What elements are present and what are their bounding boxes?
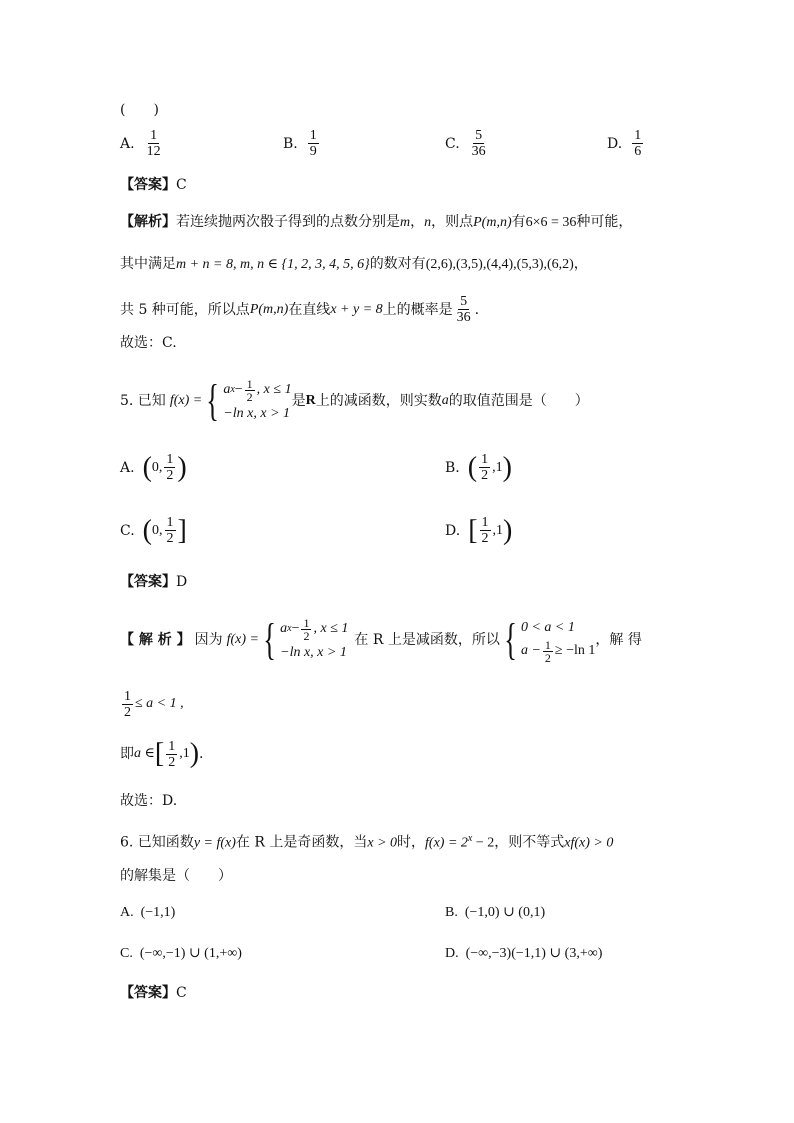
q4-analysis-line2 (120, 254, 588, 275)
text: 在直线 (288, 301, 331, 318)
text: 若连续抛两次骰子得到的点数分别是 (176, 214, 400, 230)
math: x > 0 (367, 835, 398, 851)
q5-option-d: D. [ $\frac{1}{2}$ ,1 ) (445, 514, 513, 546)
analysis-tag: 【解析】 (120, 214, 176, 230)
text: 是 (291, 393, 306, 409)
q5-analysis (120, 612, 642, 668)
option-label: A. (120, 905, 134, 920)
left-brace: { (206, 376, 220, 425)
q5-choose: 故选：D. (120, 793, 178, 809)
fraction: $\frac{5}{36}$ (471, 128, 486, 159)
text: 6. 已知函数 (120, 834, 194, 851)
math: (2,6),(3,5),(4,4),(5,3),(6,2)， (425, 257, 588, 272)
answer-tag: 【答案】 (120, 574, 176, 590)
q4-option-b (283, 128, 321, 159)
q4-bracket: ( ) (120, 102, 159, 118)
option-label: A. (120, 459, 135, 476)
text: 即 (120, 746, 134, 762)
math: f(x) = 2 (425, 835, 468, 851)
q5-option-c: C. ( 0, $\frac{1}{2}$ ] (120, 514, 187, 546)
left-brace: { (263, 615, 276, 664)
text: ，则不等式 (494, 834, 565, 851)
q4-option-c (445, 128, 490, 159)
inequality-system: 0 < a < 1 a − $\frac{1}{2}$ ≥ −ln 1 (520, 619, 596, 665)
q4-choose: 故选：C. (120, 335, 177, 351)
math: x + y = 8 (330, 301, 383, 317)
text: 上的概率是 (382, 301, 453, 318)
text: ，解 得 (595, 632, 642, 648)
text: 其中满足 (120, 256, 176, 272)
option-label: D. (445, 522, 461, 539)
q6-stem-line1 (120, 829, 613, 854)
piecewise-cases: a x − $\frac{1}{2}$ , x ≤ 1 −ln x, x > 1 (223, 376, 292, 421)
math: m (400, 215, 411, 230)
answer-tag: 【答案】 (120, 985, 176, 1001)
text: 在 R 上是奇函数，当 (235, 834, 368, 851)
text: 时， (397, 834, 426, 851)
q5-option-a: A. ( 0, $\frac{1}{2}$ ) (120, 451, 187, 483)
q4-answer (120, 175, 187, 195)
fraction: $\frac{1}{9}$ (309, 128, 317, 159)
q6-option-c (120, 944, 242, 964)
option-label: D. (607, 135, 623, 152)
text: 种可能， (576, 214, 633, 230)
q4-analysis-line1 (120, 212, 632, 233)
piecewise-cases: a x − $\frac{1}{2}$ , x ≤ 1 −ln x, x > 1 (280, 615, 349, 660)
q5-answer (120, 572, 187, 592)
option-label: C. (120, 522, 135, 539)
math: P(m,n) (249, 301, 289, 317)
math: f(x) = (169, 393, 203, 408)
math: R (305, 393, 316, 408)
math: xf(x) > 0 (564, 835, 614, 851)
q4-analysis-line3 (120, 294, 479, 325)
fraction: $\frac{1}{12}$ (146, 128, 161, 159)
answer-value: C (176, 177, 187, 193)
option-label: B. (283, 135, 298, 152)
option-value: (−∞,−1) ∪ (1,+∞) (139, 946, 242, 961)
option-value: (−1,0) ∪ (0,1) (464, 905, 546, 920)
analysis-tag: 【 解 析 】 (120, 632, 191, 648)
q6-answer (120, 983, 187, 1003)
text: 的数对有 (369, 256, 426, 272)
text: 因为 (194, 632, 223, 648)
math: − 2 (472, 835, 495, 851)
q6-option-d (445, 944, 602, 964)
text: 的取值范围是（ ） (448, 393, 589, 409)
math: ≤ a < 1 , (135, 696, 184, 711)
text: 上的减函数，则实数 (315, 393, 442, 409)
math: x (467, 833, 473, 844)
math: m + n = 8, m, n ∈ {1, 2, 3, 4, 5, 6} (176, 257, 370, 272)
math: y = f(x) (193, 835, 236, 851)
math: P(m,n) (473, 215, 512, 230)
math: f(x) = (226, 632, 259, 647)
answer-tag: 【答案】 (120, 177, 176, 193)
text: 5. 已知 (120, 393, 166, 409)
math: n (424, 215, 432, 230)
text: . (474, 301, 480, 318)
fraction: $\frac{1}{6}$ (634, 128, 642, 159)
answer-value: C (176, 985, 187, 1001)
q6-stem-line2: 的解集是（ ） (120, 868, 232, 884)
q4-option-a (120, 128, 165, 159)
math: 6×6 = 36 (525, 215, 577, 230)
option-label: B. (445, 459, 460, 476)
q6-option-b (445, 903, 545, 923)
math: a ∈ (134, 746, 155, 761)
q6-option-a (120, 903, 175, 923)
q5-ie: 即 a ∈ [ $\frac{1}{2}$ ,1 ) . (120, 738, 204, 770)
math: a (441, 393, 449, 408)
option-label: B. (445, 905, 458, 920)
text: ， (410, 214, 425, 230)
option-value: (−∞,−3)(−1,1) ∪ (3,+∞) (465, 946, 603, 961)
option-label: D. (445, 946, 459, 961)
fraction: $\frac{5}{36}$ (456, 294, 471, 325)
text: 有 (511, 214, 526, 230)
q5-result: $\frac{1}{2}$ ≤ a < 1 , (124, 688, 184, 720)
left-brace: { (504, 615, 517, 664)
text: 在 R 上是减函数，所以 (354, 632, 500, 648)
q4-option-d (607, 128, 645, 159)
q5-option-b: B. ( $\frac{1}{2}$ ,1 ) (445, 451, 512, 483)
text: ，则点 (431, 214, 474, 230)
q5-stem (120, 376, 589, 426)
option-label: A. (120, 135, 135, 152)
answer-value: D (176, 574, 188, 590)
option-value: (−1,1) (140, 905, 176, 920)
option-label: C. (445, 135, 460, 152)
text: 共 5 种可能，所以点 (120, 301, 250, 318)
option-label: C. (120, 946, 133, 961)
